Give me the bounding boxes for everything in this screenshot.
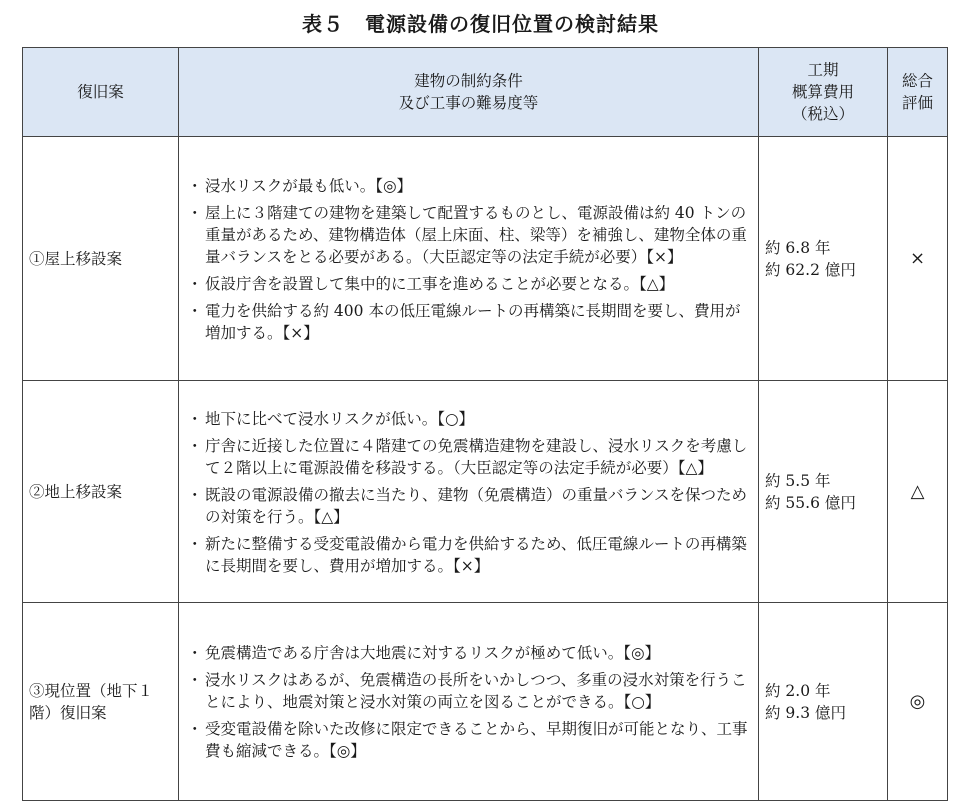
table-row — [23, 603, 948, 801]
header-cost-line: 工期 — [807, 61, 839, 79]
condition-item: ・ 屋上に３階建ての建物を建築して配置するものとし、電源設備は約 40 トンの重量があるため、建物構造体（屋上床面、柱、梁等）を補強し、建物全体の重量バランスをとる必要がある。（大臣認定等の法定手続が必要）【×】 — [187, 203, 747, 266]
condition-item: ・ 免震構造である庁舎は大地震に対するリスクが極めて低い。【◎】 — [187, 644, 660, 662]
condition-item: ・ 既設の電源設備の撤去に当たり、建物（免震構造）の重量バランスを保つための対策を行う。【△】 — [187, 485, 748, 526]
header-plan: 復旧案 — [23, 48, 179, 137]
results-table — [22, 47, 948, 801]
header-row — [23, 48, 948, 137]
table-row — [23, 137, 948, 381]
condition-item: ・ 電力を供給する約 400 本の低圧電線ルートの再構築に長期間を要し、費用が増加する。【×】 — [187, 301, 741, 342]
cost-cell — [759, 603, 888, 801]
evaluation-cell: ◎ — [888, 603, 948, 801]
condition-item: ・ 浸水リスクはあるが、免震構造の長所をいかしつつ、多重の浸水対策を行うことにより、地震対策と浸水対策の両立を図ることができる。【○】 — [187, 671, 747, 711]
conditions-cell — [179, 381, 759, 603]
condition-item: ・ 新たに整備する受変電設備から電力を供給するため、低圧電線ルートの再構築に長期間を要し、費用が増加する。【×】 — [187, 534, 747, 575]
cost-value: 約 62.2 億円 — [765, 260, 856, 279]
header-conditions — [179, 48, 759, 137]
table-row — [23, 381, 948, 603]
condition-item: ・ 庁舎に近接した位置に４階建ての免震構造建物を建設し、浸水リスクを考慮して２階以上に電源設備を移設する。（大臣認定等の法定手続が必要）【△】 — [187, 436, 748, 477]
header-conditions-line: 建物の制約条件 — [414, 72, 523, 90]
header-evaluation-line: 総合 — [901, 72, 933, 90]
plan-cell: ②地上移設案 — [23, 381, 179, 603]
condition-item: ・ 受変電設備を除いた改修に限定できることから、早期復旧が可能となり、工事費も縮減できる。【◎】 — [187, 720, 748, 760]
condition-item: ・ 仮設庁舎を設置して集中的に工事を進めることが必要となる。【△】 — [187, 274, 675, 293]
header-cost-line: （税込） — [791, 105, 854, 123]
header-evaluation — [888, 48, 948, 137]
plan-cell: ③現位置（地下１階）復旧案 — [23, 603, 179, 801]
header-cost-line: 概算費用 — [791, 83, 854, 101]
header-cost — [759, 48, 888, 137]
plan-cell: ①屋上移設案 — [23, 137, 179, 381]
header-conditions-line: 及び工事の難易度等 — [398, 94, 539, 112]
period-value: 約 6.8 年 — [765, 238, 831, 257]
period-value: 約 5.5 年 — [765, 471, 831, 490]
condition-item: ・ 地下に比べて浸水リスクが低い。【○】 — [187, 409, 474, 428]
evaluation-cell: △ — [888, 381, 948, 603]
cost-cell — [759, 381, 888, 603]
period-value: 約 2.0 年 — [765, 681, 831, 700]
conditions-cell — [179, 137, 759, 381]
cost-value: 約 9.3 億円 — [765, 703, 847, 722]
cost-cell — [759, 137, 888, 381]
table-title: 表５ 電源設備の復旧位置の検討結果 — [302, 12, 659, 36]
evaluation-cell: × — [888, 137, 948, 381]
header-evaluation-line: 評価 — [901, 94, 933, 112]
conditions-cell — [179, 603, 759, 801]
condition-item: ・ 浸水リスクが最も低い。【◎】 — [187, 176, 412, 195]
cost-value: 約 55.6 億円 — [765, 493, 856, 512]
